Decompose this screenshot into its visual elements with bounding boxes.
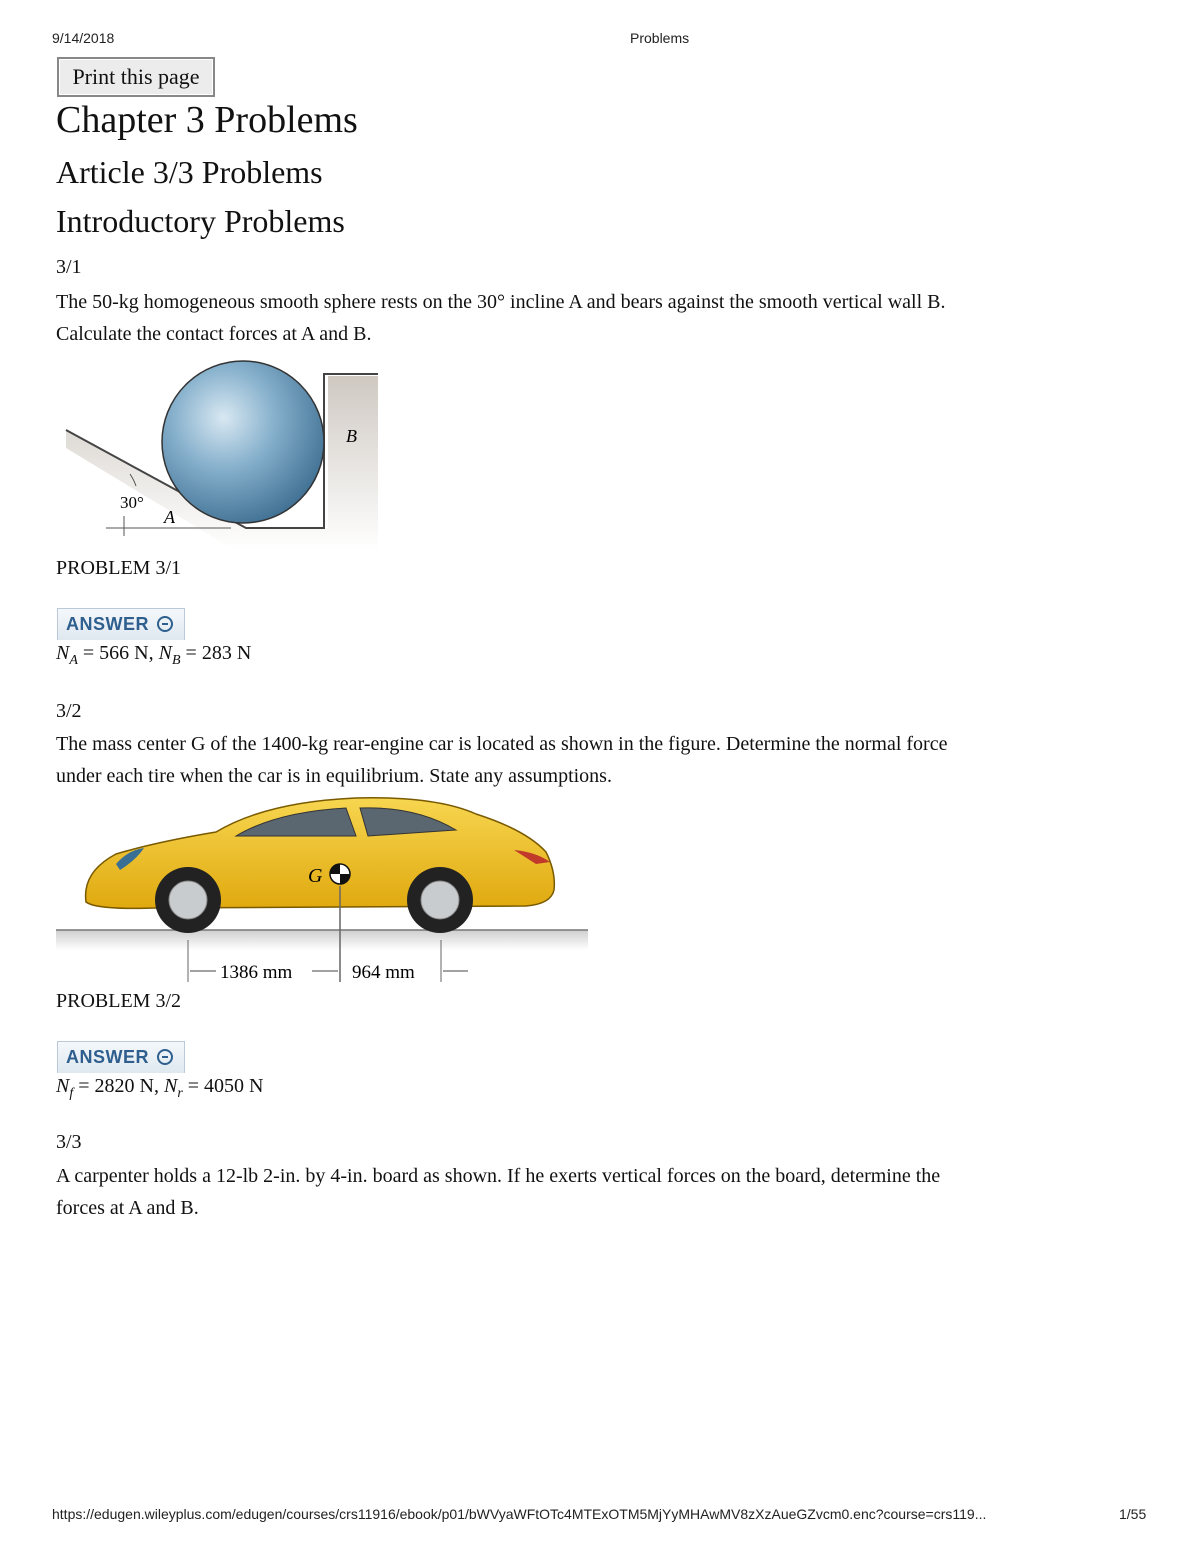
answer-toggle-button[interactable] (57, 608, 185, 640)
answer-text: $N_A = 566$ N, $N_B = 283$ N (56, 642, 252, 668)
problem-number: 3/1 (56, 256, 82, 278)
problem-text-line: forces at A and B. (56, 1197, 199, 1219)
problem-text-line: The 50-kg homogeneous smooth sphere rests on the 30° incline A and bears against the smooth vertical wall B. (56, 291, 946, 313)
article-title: Article 3/3 Problems (56, 154, 323, 190)
road-surface (56, 930, 588, 950)
rear-hub (421, 881, 459, 919)
problem-text-line: A carpenter holds a 12-lb 2-in. by 4-in. board as shown. If he exerts vertical forces on the board, determine the (56, 1165, 941, 1187)
figure-caption: PROBLEM 3/1 (56, 557, 182, 579)
problem-number: 3/2 (56, 700, 82, 722)
answer-text: $N_f = 2820$ N, $N_r = 4050$ N (56, 1075, 264, 1101)
label-b: B (346, 426, 357, 446)
header-title: Problems (630, 30, 690, 46)
answer-button-label: ANSWER (66, 614, 149, 634)
cg-label: G (308, 865, 323, 887)
problem-text-line: Calculate the contact forces at A and B. (56, 323, 372, 345)
label-a: A (164, 507, 175, 527)
problem-number: 3/3 (56, 1131, 82, 1153)
dim-1386: 1386 mm (220, 962, 293, 983)
footer-page-number: 1/55 (1119, 1506, 1147, 1522)
angle-label: 30° (120, 493, 144, 512)
problem-text-line: under each tire when the car is in equilibrium. State any assumptions. (56, 765, 612, 787)
front-hub (169, 881, 207, 919)
answer-button-label: ANSWER (66, 1047, 149, 1067)
sphere (162, 361, 324, 523)
car-figure (56, 792, 591, 992)
sphere-incline-figure (56, 356, 386, 556)
footer-url: https://edugen.wileyplus.com/edugen/courses/crs11916/ebook/p01/bWVyaWFtOTc4MTExOTM5MjYyMHAwMV8zXzAueGZvcm0.enc?course=crs119... (52, 1506, 987, 1522)
collapse-icon (157, 1049, 173, 1065)
chapter-title: Chapter 3 Problems (56, 99, 358, 141)
figure-caption: PROBLEM 3/2 (56, 990, 182, 1012)
collapse-icon (157, 616, 173, 632)
problem-text-line: The mass center G of the 1400-kg rear-engine car is located as shown in the figure. Determine the normal force (56, 733, 948, 755)
dim-964: 964 mm (352, 962, 415, 983)
section-title: Introductory Problems (56, 203, 345, 239)
answer-toggle-button[interactable] (57, 1041, 185, 1073)
header-date: 9/14/2018 (52, 30, 115, 46)
print-page-button[interactable]: Print this page (57, 57, 215, 97)
